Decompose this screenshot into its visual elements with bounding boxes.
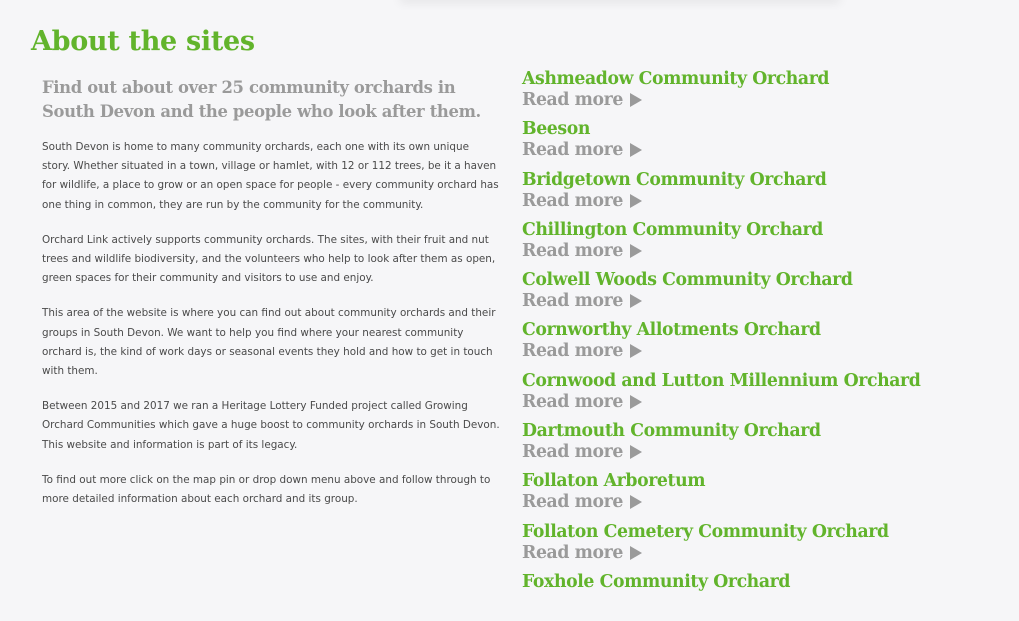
arrow-right-icon [630,495,642,509]
arrow-right-icon [630,546,642,560]
read-more-label: Read more [522,140,623,161]
orchard-link[interactable]: Cornwood and Lutton Millennium Orchard [522,370,921,391]
orchard-link[interactable]: Cornworthy Allotments Orchard [522,320,821,341]
read-more-label: Read more [522,190,623,211]
orchard-list-item [522,269,1012,319]
orchard-list-item [522,420,1012,470]
read-more-label: Read more [522,492,623,513]
read-more-link[interactable] [522,442,642,462]
orchard-link[interactable]: Chillington Community Orchard [522,219,823,240]
arrow-right-icon [630,294,642,308]
read-more-link[interactable] [522,191,642,211]
read-more-link[interactable] [522,241,642,261]
read-more-link[interactable] [522,341,642,361]
read-more-link[interactable] [522,140,642,160]
body-paragraph: This area of the website is where you can find out about community orchards and their groups in South Devon. We want to help you find where your nearest community orchard is, the kind of work days or seasonal events they hold and how to get in touch with them. [42,307,496,378]
read-more-link[interactable] [522,492,642,512]
orchard-list-item [522,169,1012,219]
read-more-label: Read more [522,90,623,110]
orchard-list-item [522,219,1012,269]
orchard-link[interactable]: Follaton Arboretum [522,471,706,492]
arrow-right-icon [630,395,642,409]
orchard-link[interactable]: Follaton Cemetery Community Orchard [522,521,889,542]
read-more-link[interactable] [522,543,642,563]
read-more-label: Read more [522,442,623,463]
arrow-right-icon [630,194,642,208]
orchard-list-item [522,319,1012,369]
arrow-right-icon [630,445,642,459]
orchard-list-item [522,68,1012,118]
body-paragraph: To find out more click on the map pin or drop down menu above and follow through to more detailed information about each orchard and its group. [42,473,491,506]
arrow-right-icon [630,344,642,358]
read-more-link[interactable] [522,90,642,110]
orchard-list-item [522,118,1012,168]
page-title: About the sites [31,26,255,57]
orchard-link[interactable]: Colwell Woods Community Orchard [522,270,853,291]
read-more-label: Read more [522,291,623,312]
read-more-link[interactable] [522,392,642,412]
orchard-list-item [522,470,1012,520]
orchard-link[interactable]: Ashmeadow Community Orchard [522,69,830,89]
read-more-label: Read more [522,341,623,362]
orchard-list [522,68,1012,621]
orchard-list-item [522,521,1012,571]
read-more-label: Read more [522,391,623,412]
orchard-link[interactable]: Dartmouth Community Orchard [522,421,821,442]
body-paragraph: South Devon is home to many community orchards, each one with its own unique story. Whether situated in a town, village or hamlet, with 12 or 112 trees, be it a haven for wildlife, a place to grow or an open space for people - every community orchard has one thing in common, they are run by the community for the community. [42,141,499,211]
arrow-right-icon [630,244,642,258]
orchard-link[interactable]: Bridgetown Community Orchard [522,169,827,190]
arrow-right-icon [630,143,642,157]
orchard-link[interactable]: Beeson [522,119,591,140]
read-more-label: Read more [522,542,623,563]
read-more-link[interactable] [522,291,642,311]
orchard-list-item [522,370,1012,420]
body-paragraph: Between 2015 and 2017 we ran a Heritage Lottery Funded project called Growing Orchard Communities which gave a huge boost to community orchards in South Devon. This website and information is part of its legacy. [42,400,500,451]
read-more-label: Read more [522,240,623,261]
intro-text: Find out about over 25 community orchards in South Devon and the people who look after them. [42,78,481,121]
arrow-right-icon [630,93,642,107]
about-text-section [42,76,500,525]
body-paragraph: Orchard Link actively supports community orchards. The sites, with their fruit and nut trees and wildlife biodiversity, and the volunteers who help to look after them as open, green spaces for their community and visitors to use and enjoy. [42,233,496,285]
orchard-list-item [522,571,1012,621]
orchard-link[interactable]: Foxhole Community Orchard [522,571,791,592]
